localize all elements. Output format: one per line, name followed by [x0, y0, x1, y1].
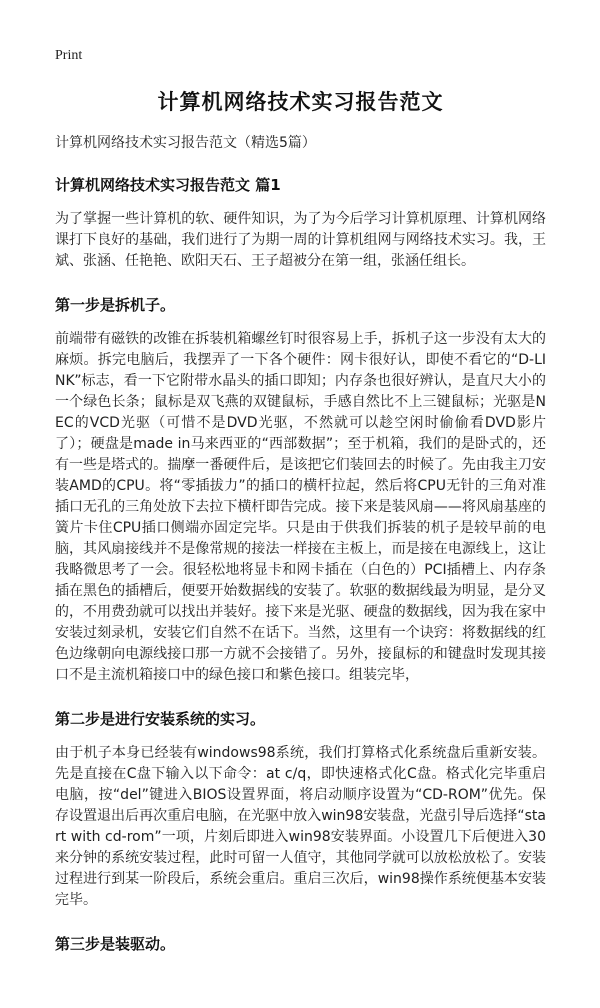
section-heading-part1: 计算机网络技术实习报告范文 篇1 [55, 176, 281, 194]
page-title: 计算机网络技术实习报告范文 [157, 90, 444, 114]
print-link[interactable]: Print [55, 48, 83, 63]
section-body-step2: 由于机子本身已经装有windows98系统，我们打算格式化系统盘后重新安装。先是直接在C盘下输入以下命令：at c/q，即快速格式化C盘。格式化完毕重启电脑，按“del”键进入BIOS设置界面，将启动顺序设置为“CD-ROM”优先。保存设置退出后再次重启电脑，在光驱中放入win98安装盘，光盘引导后选择“start with cd-rom”一项，片刻后即进入win98安装界面。小设置几下后便进入30来分钟的系统安装过程，此时可留一人值守，其他同学就可以放松放松了。安装过程进行到某一阶段后，系统会重启。重启三次后，win98操作系统便基本安装完毕。 [55, 745, 546, 908]
section-step1 [55, 294, 546, 686]
section-heading-step1: 第一步是拆机子。 [55, 296, 176, 314]
section-part1 [55, 174, 546, 272]
page-subtitle: 计算机网络技术实习报告范文（精选5篇） [55, 135, 316, 151]
section-step3 [55, 933, 546, 954]
section-heading-step3: 第三步是装驱动。 [55, 935, 176, 953]
section-body-step1: 前端带有磁铁的改锥在拆装机箱螺丝钉时很容易上手，拆机子这一步没有太大的麻烦。拆完电脑后，我摆弄了一下各个硬件：网卡很好认，即使不看它的“D-LINK”标志，看一下它附带水晶头的插口即知；内存条也很好辨认，是直尺大小的一个绿色长条；鼠标是双飞燕的双键鼠标，手感自然比不上三键鼠标；光驱是NEC的VCD光驱（可惜不是DVD光驱，不然就可以趁空闲时偷偷看DVD影片了）；硬盘是made in马来西亚的“西部数据”；至于机箱，我们的是卧式的，还有一些是塔式的。揣摩一番硬件后，是该把它们装回去的时候了。先由我主刀安装AMD的CPU。将“零插拔力”的插口的横杆拉起，然后将CPU无针的三角对准插口无孔的三角处放下去拉下横杆即告完成。接下来是装风扇——将风扇基座的簧片卡住CPU插口侧端亦固定完毕。只是由于供我们拆装的机子是较早前的电脑，其风扇接线并不是像常规的接法一样接在主板上，而是接在电源线上，这让我略微思考了一会。很轻松地将显卡和网卡插在（白色的）PCI插槽上、内存条插在黑色的插槽后，便要开始数据线的安装了。软驱的数据线最为明显，是分叉的，不用费劲就可以找出并装好。接下来是光驱、硬盘的数据线，因为我在家中安装过刻录机，安装它们自然不在话下。当然，这里有一个诀窍：将数据线的红色边缘朝向电源线接口那一方就不会接错了。另外，接鼠标的和键盘时发现其接口不是主流机箱接口中的绿色接口和紫色接口。组装完毕， [55, 331, 546, 683]
section-heading-step2: 第二步是进行安装系统的实习。 [55, 710, 266, 728]
section-step2 [55, 708, 546, 911]
section-body-part1: 为了掌握一些计算机的软、硬件知识，为了为今后学习计算机原理、计算机网络课打下良好的基础，我们进行了为期一周的计算机组网与网络技术实习。我，王斌、张涵、任艳艳、欧阳天石、王子超被分在第一组，张涵任组长。 [55, 211, 546, 269]
